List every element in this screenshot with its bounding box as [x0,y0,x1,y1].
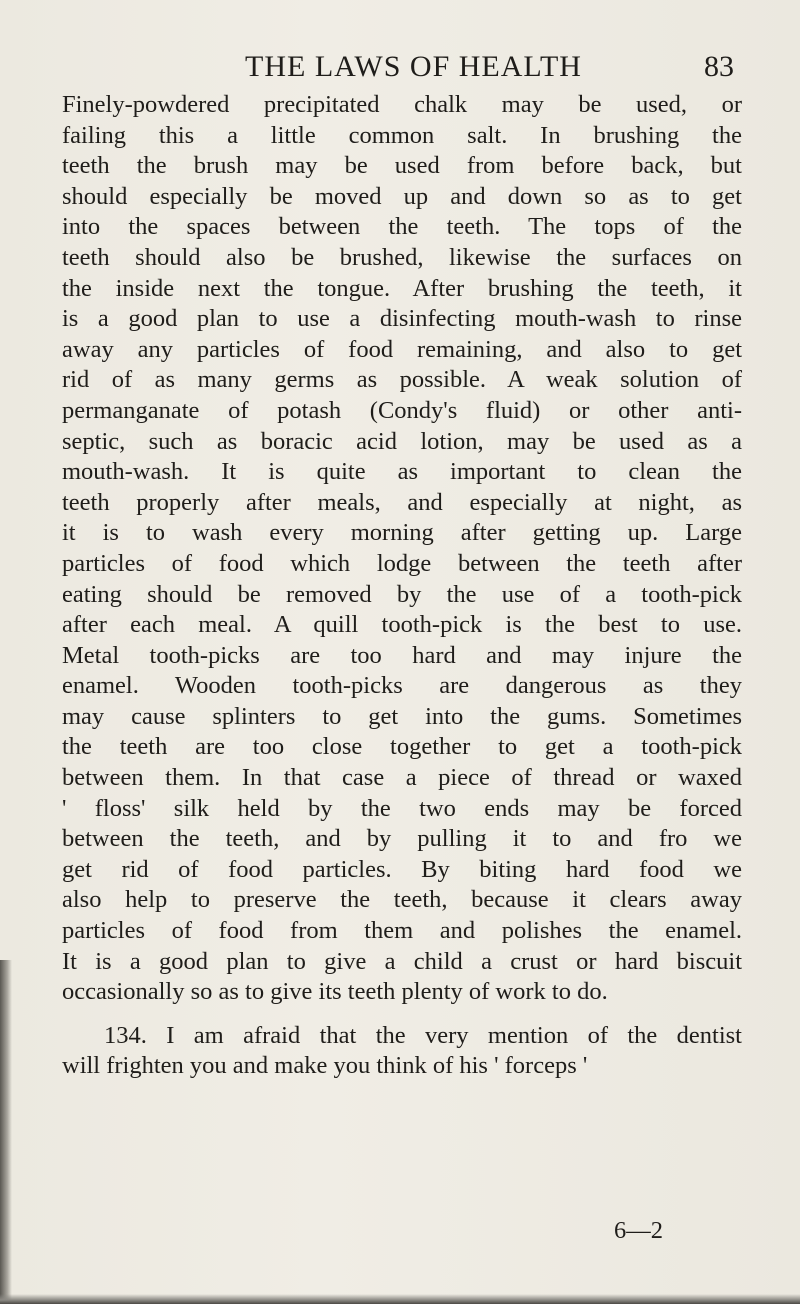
text-line: occasionally so as to give its teeth plenty of work to do. [62,978,608,1006]
text-line: may cause splinters to get into the gums. Sometimes [62,702,742,730]
text-line: should especially be moved up and down so as to get [62,182,742,210]
text-line: get rid of food particles. By biting hard food we [62,855,742,883]
text-line: it is to wash every morning after getting up. Large [62,519,742,547]
page-left-shadow [0,960,12,1304]
text-line: is a good plan to use a disinfecting mouth-wash to rinse [62,305,742,333]
text-line: permanganate of potash (Condy's fluid) or other anti- [62,396,742,424]
running-head: THE LAWS OF HEALTH [245,50,582,83]
text-line: enamel. Wooden tooth-picks are dangerous as they [62,672,742,700]
text-line: teeth properly after meals, and especially at night, as [62,488,742,516]
paragraph-gap [62,1008,742,1021]
body-text [62,90,742,1082]
text-line: also help to preserve the teeth, because it clears away [62,886,742,914]
text-line: away any particles of food remaining, and also to get [62,335,742,363]
text-line: mouth-wash. It is quite as important to clean the [62,458,742,486]
text-line: after each meal. A quill tooth-pick is the best to use. [62,611,742,639]
text-line: It is a good plan to give a child a crust or hard biscuit [62,947,742,975]
paragraph-1 [62,90,742,1008]
text-line: 134. I am afraid that the very mention of the dentist [104,1021,742,1049]
text-line: Finely-powdered precipitated chalk may be used, or [62,91,742,118]
page-number: 83 [704,50,734,83]
paragraph-2 [62,1021,742,1082]
page-bottom-shadow [0,1294,800,1304]
text-line: between the teeth, and by pulling it to and fro we [62,825,742,853]
text-line: particles of food which lodge between the teeth after [62,549,742,577]
text-line: rid of as many germs as possible. A weak solution of [62,366,742,394]
text-line: between them. In that case a piece of thread or waxed [62,764,742,792]
text-line: into the spaces between the teeth. The tops of the [62,213,742,241]
signature-mark: 6—2 [614,1217,663,1244]
text-line: the teeth are too close together to get a tooth-pick [62,733,742,761]
text-line: ' floss' silk held by the two ends may be forced [62,794,742,822]
text-line: teeth the brush may be used from before back, but [62,152,742,180]
text-line: particles of food from them and polishes the enamel. [62,917,742,945]
text-line: failing this a little common salt. In brushing the [62,121,742,149]
text-line: septic, such as boracic acid lotion, may be used as a [62,427,742,455]
text-line: the inside next the tongue. After brushing the teeth, it [62,274,742,302]
text-line: Metal tooth-picks are too hard and may injure the [62,641,742,669]
text-line: eating should be removed by the use of a tooth-pick [62,580,742,608]
text-line: teeth should also be brushed, likewise the surfaces on [62,243,742,271]
text-line: will frighten you and make you think of his ' forceps ' [62,1052,588,1080]
